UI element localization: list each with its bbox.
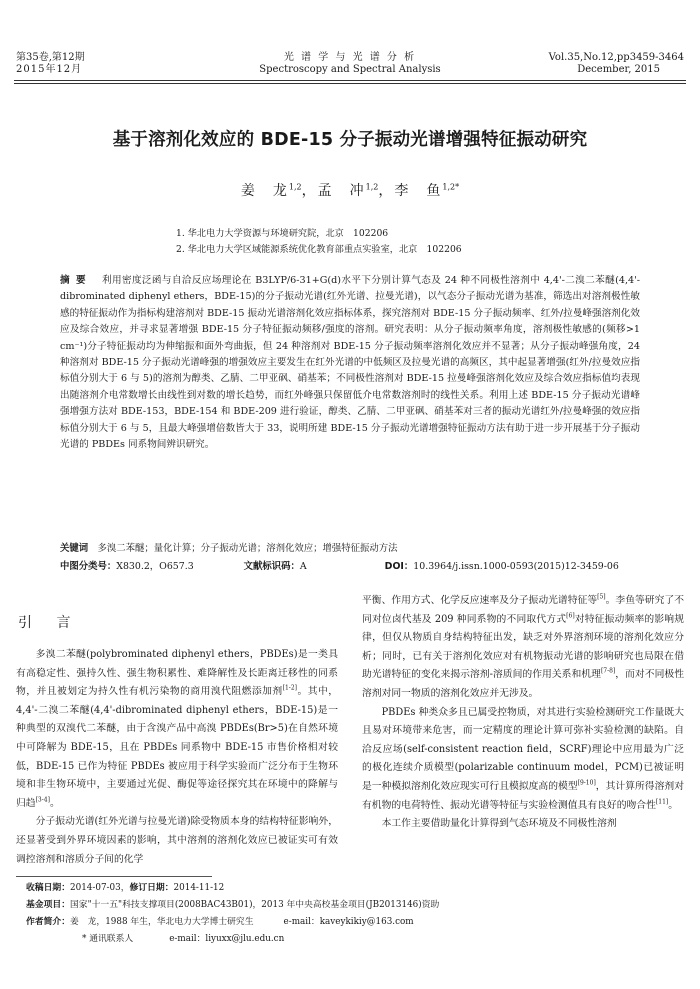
clc-value: X830.2，O657.3 (116, 561, 194, 572)
author-name: 李 鱼 (394, 183, 443, 199)
clc-label: 中图分类号： (60, 561, 117, 572)
keywords (60, 541, 640, 557)
volume-info: Vol.35,No.12,pp3459-3464 (548, 52, 684, 63)
doc-code-value: A (299, 561, 307, 572)
author-bio-label: 作者简介： (26, 917, 70, 927)
paragraph-text: 多溴二苯醚(polybrominated diphenyl ethers，PBDEs)是一类具有高稳定性、强持久性、强生物积累性、难降解性及长距离迁移性的同系物，并且被划定为持久性有机污染物的商用溴代阻燃添加剂 (16, 649, 338, 698)
paragraph-text: ，而对不同极性溶剂对同一物质的溶剂化效应并无涉及。 (362, 669, 684, 699)
accepted-label: 修订日期： (129, 883, 174, 893)
paragraph (16, 646, 338, 813)
keywords-text: 多溴二苯醚；量化计算；分子振动光谱；溶剂化效应；增强特征振动方法 (97, 543, 398, 554)
paragraph-text: ，其计算所得溶剂对有机物的电荷特性、振动光谱等特征与实验检测值具有良好的吻合性 (362, 780, 685, 811)
corresponding-email: e-mail：liyuxx@jlu.edu.cn (169, 934, 285, 944)
paragraph-text: 本工作主要借助量化计算得到气态环境及不同极性溶剂 (381, 818, 617, 830)
issue-month: December, 2015 (577, 64, 660, 75)
citation: [3-4] (35, 796, 50, 804)
left-column (16, 646, 338, 869)
fund-value: 国家"十一五"科技支撑项目(2008BAC43B01)，2013 年中央高校基金项目(JB2013146)资助 (70, 900, 440, 910)
paragraph-text: 对特征振动频率的影响规律，但仅从物质自身结构特征出发，缺乏对外界溶剂环境的溶剂化效应分析；同时，已有关于溶剂化效应对有机物振动光谱的影响研究也局限在借助光谱特征的变化来揭示溶剂-溶质间的作用关系和机理 (362, 613, 685, 681)
paragraph-text: 。 (49, 797, 60, 809)
author-name: 孟 冲 (317, 183, 366, 199)
paragraph-text: 。 (668, 799, 679, 811)
citation: [5] (597, 593, 606, 601)
journal-title-cn: 光 谱 学 与 光 谱 分 析 (283, 52, 417, 63)
author-name: 姜 龙 (240, 183, 289, 199)
header-rule-double (14, 83, 686, 84)
doc-code-label: 文献标识码： (243, 561, 300, 572)
header-rule (14, 80, 686, 81)
journal-issue: 第35卷,第12期 (16, 52, 85, 63)
paragraph-text: 。其中，4,4'-二溴二苯醚(4,4'-dibrominated diphenyl ethers，BDE-15)是一种典型的双溴代二苯醚，由于含溴产品中高溴 PBDEs(Br>5)在自然环境中可降解为 BDE-15，且在 PBDEs 同系物中 BDE-15 市售价格相对较低，BDE-15 已作为特征 PBDEs 被应用于科学实验而广泛分布于生物环境和非生物环境中，主要通过光促、酶促等途径探究其在环境中的降解与归趋 (16, 686, 339, 809)
author-affiliation-mark: 1,2 (288, 182, 302, 192)
accepted-date: 2014-11-12 (173, 883, 225, 893)
paragraph-text: PBDEs 种类众多且已属受控物质，对其进行实验检测研究工作量既大且易对环境带来危害，而一定精度的理论计算可弥补实验检测的缺陷。自洽反应场(self-consistent reaction field，SCRF)理论中应用最为广泛的极化连续介质模型(polarizable continuum model，PCM)已被证明是一种模拟溶剂化效应现实可行且模拟度高的模型 (362, 706, 684, 792)
author-list: 姜 龙$^{1,2}$，孟 冲$^{1,2}$，李 鱼$^{1,2*}$ (240, 182, 460, 199)
author-bio: 姜 龙，1988 年生，华北电力大学博士研究生 (70, 917, 254, 927)
author-affiliation-mark: 1,2* (442, 182, 460, 192)
author-email: e-mail：kaveykikiy@163.com (283, 917, 414, 927)
right-column (362, 592, 684, 834)
abstract-label: 摘要 (60, 275, 92, 286)
abstract (60, 273, 640, 453)
received-label: 收稿日期： (26, 883, 70, 893)
citation: [9-10] (577, 779, 596, 787)
paragraph (16, 813, 338, 869)
article-title: 基于溶剂化效应的 BDE-15 分子振动光谱增强特征振动研究 (112, 130, 588, 150)
footnote-author (26, 914, 676, 931)
paragraph (362, 815, 684, 834)
journal-title-en: Spectroscopy and Spectral Analysis (259, 64, 441, 75)
citation: [7-8] (600, 668, 616, 676)
paragraph (362, 704, 684, 816)
citation: [11] (655, 798, 669, 806)
classification-line (60, 559, 640, 575)
citation: [6] (566, 612, 575, 620)
citation: [1-2] (282, 684, 297, 692)
fund-label: 基金项目： (26, 900, 70, 910)
paragraph (362, 592, 684, 704)
footnote-corresponding (26, 931, 676, 948)
footnotes (26, 880, 676, 948)
paragraph-text: 平衡、作用方式、化学反应速率及分子振动光谱特征等 (362, 595, 598, 606)
affiliation-2: 2. 华北电力大学区域能源系统优化教育部重点实验室，北京 102206 (176, 244, 462, 255)
doi-label: DOI： (384, 561, 414, 572)
journal-date: 2015年12月 (16, 64, 83, 75)
author-affiliation-mark: 1,2 (365, 182, 379, 192)
paragraph-text: 。李鱼等研究了不同对位卤代基及 209 种同系物的不同取代方式 (362, 595, 684, 625)
received-date: 2014-07-03， (70, 883, 130, 893)
footnote-received (26, 880, 676, 897)
keywords-label: 关键词 (60, 543, 89, 554)
paragraph-text: 分子振动光谱(红外光谱与拉曼光谱)除受物质本身的结构特征影响外，还显著受到外界环境因素的影响，其中溶剂的溶剂化效应已被证实可有效调控溶剂和溶质分子间的化学 (16, 816, 338, 865)
affiliation-1: 1. 华北电力大学资源与环境研究院，北京 102206 (176, 228, 389, 239)
section-title: 引 言 (18, 615, 81, 631)
footnote-fund (26, 897, 676, 914)
corresponding-label: * 通讯联系人 (82, 934, 134, 944)
footnote-rule (16, 876, 212, 877)
doi-value: 10.3964/j.issn.1000-0593(2015)12-3459-06 (413, 561, 619, 572)
abstract-text: 利用密度泛函与自洽反应场理论在 B3LYP/6-31+G(d)水平下分别计算气态及 24 种不同极性溶剂中 4,4'-二溴二苯醚(4,4'-dibrominated diphenyl ethers，BDE-15)的分子振动光谱(红外光谱、拉曼光谱)，以气态分子振动光谱为基准，筛选出对溶剂极性敏感的特征振动作为指标构建溶剂对 BDE-15 振动光谱溶剂化效应指标体系，探究溶剂对 BDE-15 分子振动频率、红外/拉曼峰强溶剂化效应及综合效应，并寻求显著增强 BDE-15 分子特征振动频移/强度的溶剂。研究表明：从分子振动频率角度，溶剂极性敏感的(频移>1 cm⁻¹)分子特征振动均为伸缩振和面外弯曲振，但 24 种溶剂对 BDE-15 分子振动频率溶剂化效应并不显著；从分子振动峰强角度，24 种溶剂对 BDE-15 分子振动光谱峰强的增强效应主要发生在红外光谱的中低频区及拉曼光谱的高频区，其中起显著增强(红外/拉曼效应指标值分别大于 6 与 5)的溶剂为醇类、乙腈、二甲亚砜、硝基苯；不同极性溶剂对 BDE-15 拉曼峰强溶剂化效应及综合效应指标值均表现出随溶剂介电常数增长由线性到对数的增长趋势，而红外峰强只保留低介电常数溶剂时的线性关系。利用上述 BDE-15 分子振动光谱峰强增强方法对 BDE-153，BDE-154 和 BDE-209 进行验证，醇类、乙腈、二甲亚砜、硝基苯对三者的振动光谱红外/拉曼峰强的效应指标值分别大于 6 与 5，且最大峰强增倍数皆大于 33，说明所建 BDE-15 分子振动光谱增强特征振动方法有助于进一步开展基于分子振动光谱的 PBDEs 同系物间辨识研究。 (60, 275, 641, 451)
